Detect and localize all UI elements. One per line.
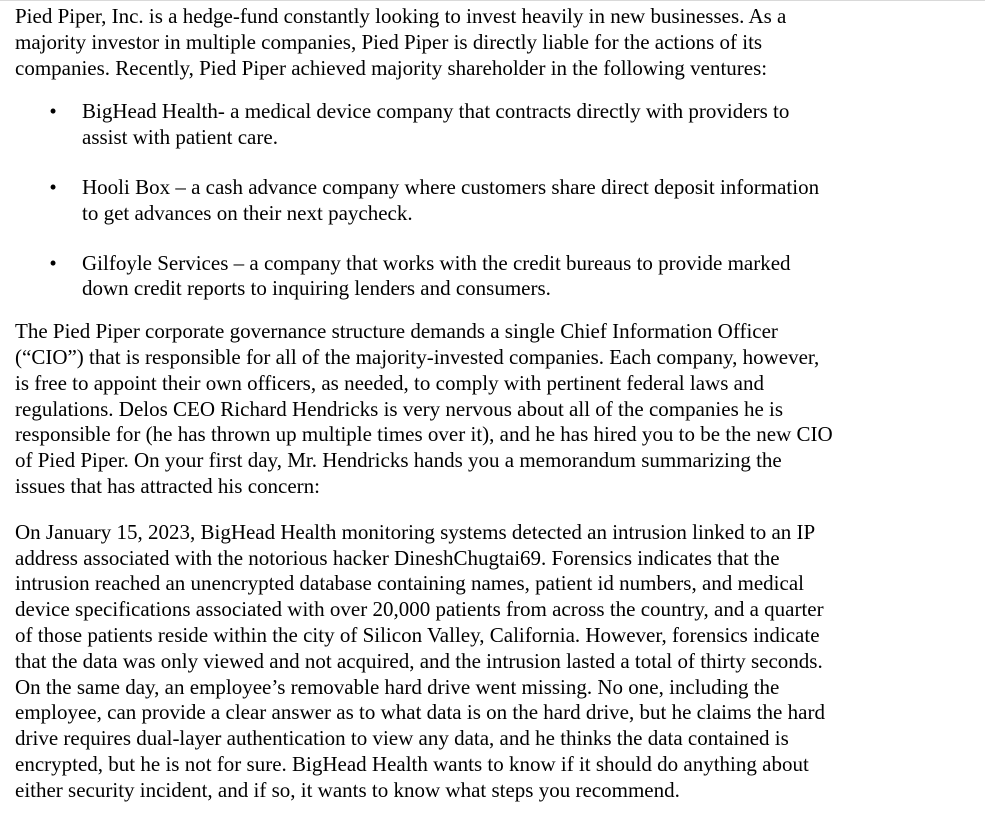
venture-line: Gilfoyle Services – a company that works with the credit bureaus to provide marked <box>82 250 791 275</box>
memo-line: either security incident, and if so, it wants to know what steps you recommend. <box>15 777 680 802</box>
governance-line: responsible for (he has thrown up multiple times over it), and he has hired you to be the new CIO <box>15 422 833 447</box>
governance-line: regulations. Delos CEO Richard Hendricks is very nervous about all of the companies he is <box>15 396 784 421</box>
document-body <box>15 4 980 804</box>
memo-line: device specifications associated with over 20,000 patients from across the country, and a quarter <box>15 597 824 622</box>
bullet-icon: • <box>49 99 57 124</box>
governance-line: (“CIO”) that is responsible for all of the majority-invested companies. Each company, however, <box>15 344 820 369</box>
governance-line: issues that has attracted his concern: <box>15 473 320 498</box>
bullet-icon: • <box>49 250 57 275</box>
memo-line: On the same day, an employee’s removable hard drive went missing. No one, including the <box>15 674 780 699</box>
memo-line: that the data was only viewed and not acquired, and the intrusion lasted a total of thirty seconds. <box>15 648 823 673</box>
intro-line: companies. Recently, Pied Piper achieved majority shareholder in the following ventures: <box>15 55 768 80</box>
bullet-icon: • <box>49 174 57 199</box>
memo-line: intrusion reached an unencrypted database containing names, patient id numbers, and medical <box>15 571 804 596</box>
venture-item-hooli-box <box>15 175 892 227</box>
venture-line: down credit reports to inquiring lenders and consumers. <box>82 276 551 301</box>
memo-paragraph <box>15 520 895 804</box>
governance-paragraph <box>15 319 895 500</box>
memo-line: encrypted, but he is not for sure. BigHead Health wants to know if it should do anything about <box>15 751 809 776</box>
venture-line: assist with patient care. <box>82 125 278 150</box>
memo-line: address associated with the notorious hacker DineshChugtai69. Forensics indicates that the <box>15 545 780 570</box>
venture-line: BigHead Health- a medical device company that contracts directly with providers to <box>82 99 790 124</box>
memo-line: On January 15, 2023, BigHead Health monitoring systems detected an intrusion linked to an IP <box>15 519 816 544</box>
governance-line: is free to appoint their own officers, as needed, to comply with pertinent federal laws and <box>15 370 764 395</box>
top-border <box>0 0 985 1</box>
ventures-list <box>15 99 980 302</box>
intro-line: Pied Piper, Inc. is a hedge-fund constantly looking to invest heavily in new businesses. As a <box>15 4 787 28</box>
governance-line: The Pied Piper corporate governance structure demands a single Chief Information Officer <box>15 319 778 344</box>
intro-line: majority investor in multiple companies, Pied Piper is directly liable for the actions of its <box>15 29 763 54</box>
venture-item-bighead-health <box>15 99 892 151</box>
memo-line: drive requires dual-layer authentication to view any data, and he thinks the data contained is <box>15 726 789 751</box>
intro-paragraph <box>15 4 980 81</box>
venture-line: to get advances on their next paycheck. <box>82 200 413 225</box>
venture-item-gilfoyle-services <box>15 251 892 303</box>
memo-line: employee, can provide a clear answer as to what data is on the hard drive, but he claims the hard <box>15 700 825 725</box>
venture-line: Hooli Box – a cash advance company where customers share direct deposit information <box>82 174 820 199</box>
governance-line: of Pied Piper. On your first day, Mr. Hendricks hands you a memorandum summarizing the <box>15 448 782 473</box>
memo-line: of those patients reside within the city of Silicon Valley, California. However, forensics indicate <box>15 622 820 647</box>
